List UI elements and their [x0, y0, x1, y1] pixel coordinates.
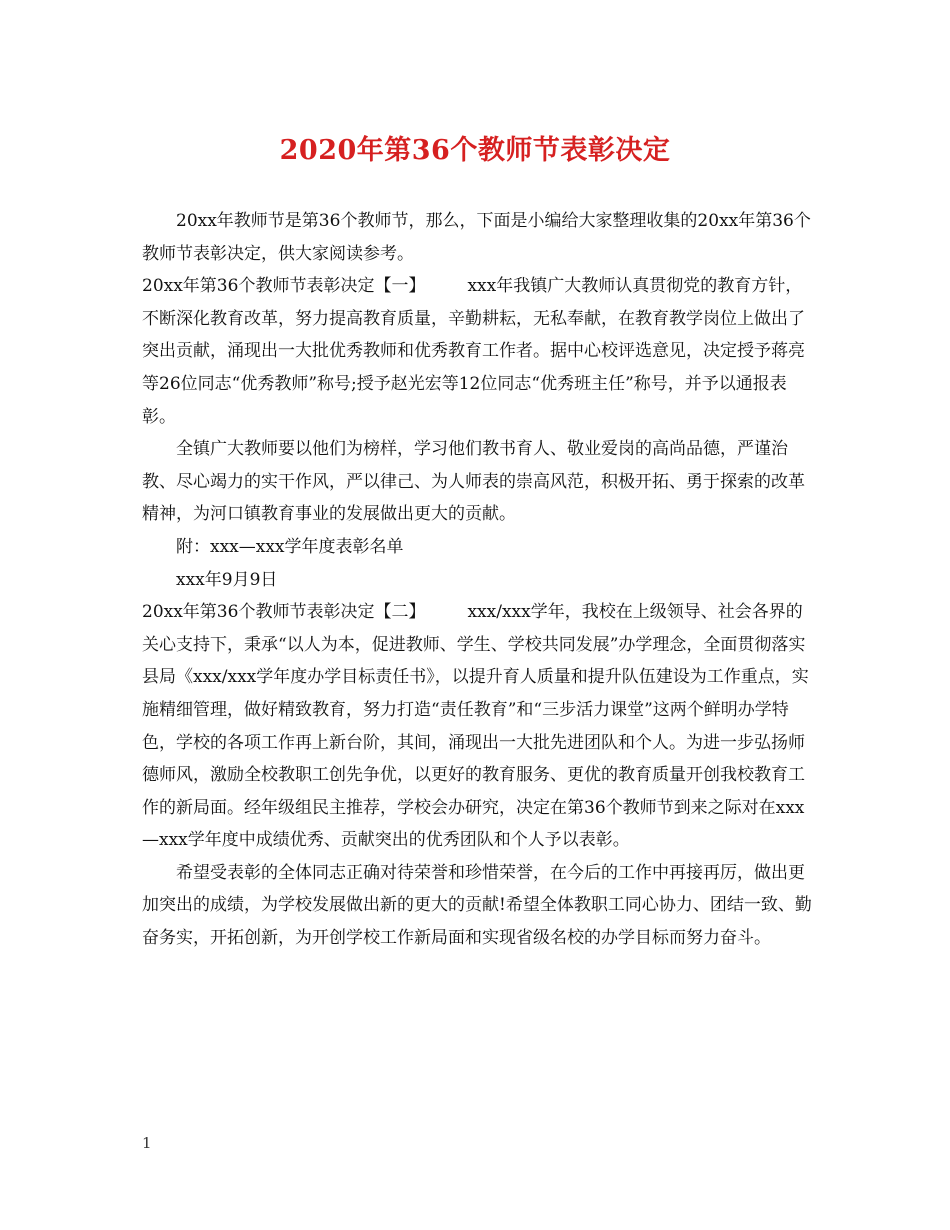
page-number: 1 [142, 1134, 152, 1152]
document-title: 2020年第36个教师节表彰决定 [279, 135, 671, 166]
section-two-heading: 20xx年第36个教师节表彰决定【二】 [142, 602, 426, 623]
date-line: xxx年9月9日 [176, 569, 278, 590]
section-two-paragraph [142, 596, 812, 857]
intro-paragraph: 20xx年教师节是第36个教师节，那么，下面是小编给大家整理收集的20xx年第36个教师节表彰决定，供大家阅读参考。 [142, 211, 811, 264]
attachment-line: 附：xxx—xxx学年度表彰名单 [176, 536, 404, 557]
document-body [142, 205, 812, 955]
section-one-lead: xxx年我镇广大教师认真贯彻党的教育方针，不断深化教育改革，努力提高教育质量，辛勤耕耘，无私奉献，在教育教学岗位上做出了突出贡献，涌现出一大批优秀教师和优秀教育工作者。据中心校评选意见，决定授予蒋亮等26位同志“优秀教师”称号;授予赵光宏等12位同志“优秀班主任”称号，并予以通报表彰。 [142, 276, 805, 427]
section-one-paragraph [142, 270, 812, 433]
section-one-second-paragraph: 全镇广大教师要以他们为榜样，学习他们教书育人、敬业爱岗的高尚品德，严谨治教、尽心竭力的实干作风，严以律己、为人师表的崇高风范，积极开拓、勇于探索的改革精神，为河口镇教育事业的发展做出更大的贡献。 [142, 439, 805, 525]
section-one-heading: 20xx年第36个教师节表彰决定【一】 [142, 276, 426, 297]
section-two-lead: xxx/xxx学年，我校在上级领导、社会各界的关心支持下，秉承“以人为本，促进教师、学生、学校共同发展”办学理念，全面贯彻落实县局《xxx/xxx学年度办学目标责任书》，以提升育人质量和提升队伍建设为工作重点，实施精细管理，做好精致教育，努力打造“责任教育”和“三步活力课堂”这两个鲜明办学特色，学校的各项工作再上新台阶，其间，涌现出一大批先进团队和个人。为进一步弘扬师德师风，激励全校教职工创先争优，以更好的教育服务、更优的教育质量开创我校教育工作的新局面。经年级组民主推荐，学校会办研究，决定在第36个教师节到来之际对在xxx—xxx学年度中成绩优秀、贡献突出的优秀团队和个人予以表彰。 [142, 602, 809, 851]
section-two-second-paragraph: 希望受表彰的全体同志正确对待荣誉和珍惜荣誉，在今后的工作中再接再厉，做出更加突出的成绩，为学校发展做出新的更大的贡献!希望全体教职工同心协力、团结一致、勤奋务实，开拓创新，为开创学校工作新局面和实现省级名校的办学目标而努力奋斗。 [142, 862, 812, 949]
